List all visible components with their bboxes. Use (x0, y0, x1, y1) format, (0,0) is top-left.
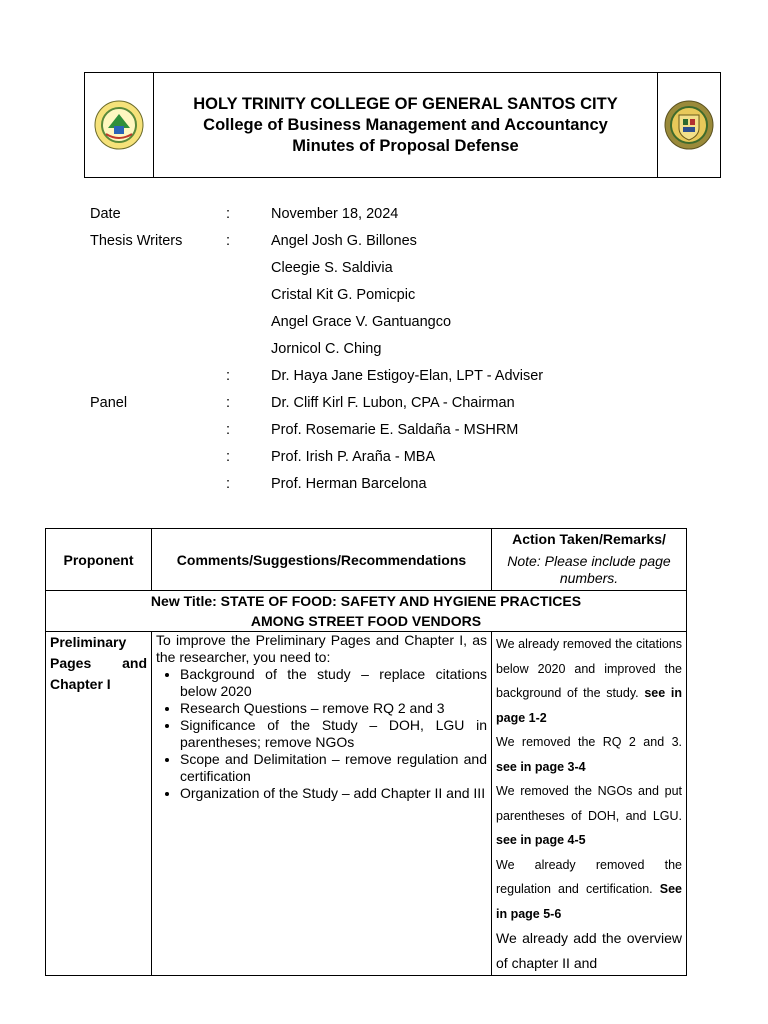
remark-page-ref: see in page 1-2 (496, 686, 683, 725)
new-title-line: New Title: STATE OF FOOD: SAFETY AND HYGIENE PRACTICES (150, 593, 582, 609)
remarks-cell (492, 632, 687, 976)
proponent-label: Preliminary Pages and Chapter I (50, 634, 147, 692)
remark-text: We already add the overview of chapter II and (496, 930, 682, 971)
remark-page-ref: see in page 4-5 (496, 833, 586, 847)
panel-member: Prof. Irish P. Araña - MBA (271, 449, 436, 465)
table-row (46, 632, 687, 976)
panel-member: Prof. Herman Barcelona (271, 476, 427, 492)
header-remarks (492, 529, 687, 591)
suggestion-list (156, 666, 487, 802)
institution-name: HOLY TRINITY COLLEGE OF GENERAL SANTOS CITY (193, 94, 618, 113)
remark-page-ref: See in page 5-6 (496, 882, 682, 921)
header-remarks-note: Note: Please include page numbers. (507, 553, 671, 586)
remark (496, 926, 682, 975)
date-label: Date (90, 206, 121, 222)
college-name: College of Business Management and Accountancy (203, 115, 608, 134)
document-header (84, 72, 721, 178)
colon: : (226, 233, 231, 249)
remark (496, 632, 682, 730)
colon: : (226, 395, 231, 411)
header-titles (154, 73, 657, 177)
list-item: • Scope and Delimitation – remove regulation and certification (180, 751, 487, 785)
colon: : (226, 368, 231, 384)
remark (496, 853, 682, 927)
remark-text: We already removed the regulation and certification. (496, 857, 682, 896)
new-title-row (46, 591, 687, 632)
comments-intro: To improve the Preliminary Pages and Chapter I, as the researcher, you need to: (156, 632, 487, 665)
list-item: • Organization of the Study – add Chapter II and III (180, 785, 487, 802)
list-item: • Research Questions – remove RQ 2 and 3 (180, 700, 487, 717)
new-title-line: AMONG STREET FOOD VENDORS (250, 613, 482, 629)
adviser-name: Dr. Haya Jane Estigoy-Elan, LPT - Adviser (271, 368, 544, 384)
minutes-table (45, 528, 687, 976)
writer-name: Cleegie S. Saldivia (271, 260, 393, 276)
colon: : (226, 476, 231, 492)
writer-name: Angel Grace V. Gantuangco (271, 314, 452, 330)
remark-text: We already removed the citations below 2020 and improved the background of the study. (496, 637, 682, 700)
remark (496, 730, 682, 779)
document-title: Minutes of Proposal Defense (292, 136, 519, 155)
panel-member: Dr. Cliff Kirl F. Lubon, CPA - Chairman (271, 395, 515, 411)
college-seal-right-icon (664, 100, 714, 150)
header-comments: Comments/Suggestions/Recommendations (152, 529, 492, 591)
college-seal-left (85, 73, 154, 177)
proponent-cell (46, 632, 152, 976)
list-item: • Background of the study – replace citations below 2020 (180, 666, 487, 700)
colon: : (226, 422, 231, 438)
date-value: November 18, 2024 (271, 206, 399, 222)
panel-label: Panel (90, 395, 128, 411)
new-title (46, 591, 687, 632)
college-seal-left-icon (94, 100, 144, 150)
writers-label: Thesis Writers (90, 233, 183, 249)
college-seal-right (657, 73, 720, 177)
panel-member: Prof. Rosemarie E. Saldaña - MSHRM (271, 422, 519, 438)
comments-cell (152, 632, 492, 976)
table-header-row (46, 529, 687, 591)
header-remarks-label: Action Taken/Remarks/ (512, 531, 666, 547)
remark (496, 779, 682, 853)
colon: : (226, 449, 231, 465)
writer-name: Cristal Kit G. Pomicpic (271, 287, 416, 303)
remark-text: We removed the NGOs and put parentheses of DOH, and LGU. (496, 784, 682, 823)
remark-page-ref: see in page 3-4 (496, 759, 586, 774)
colon: : (226, 206, 231, 222)
remark-text: We removed the RQ 2 and 3. (496, 735, 682, 749)
list-item: • Significance of the Study – DOH, LGU in parentheses; remove NGOs (180, 717, 487, 751)
writer-name: Jornicol C. Ching (271, 341, 382, 357)
header-proponent: Proponent (46, 529, 152, 591)
writer-name: Angel Josh G. Billones (271, 233, 417, 249)
